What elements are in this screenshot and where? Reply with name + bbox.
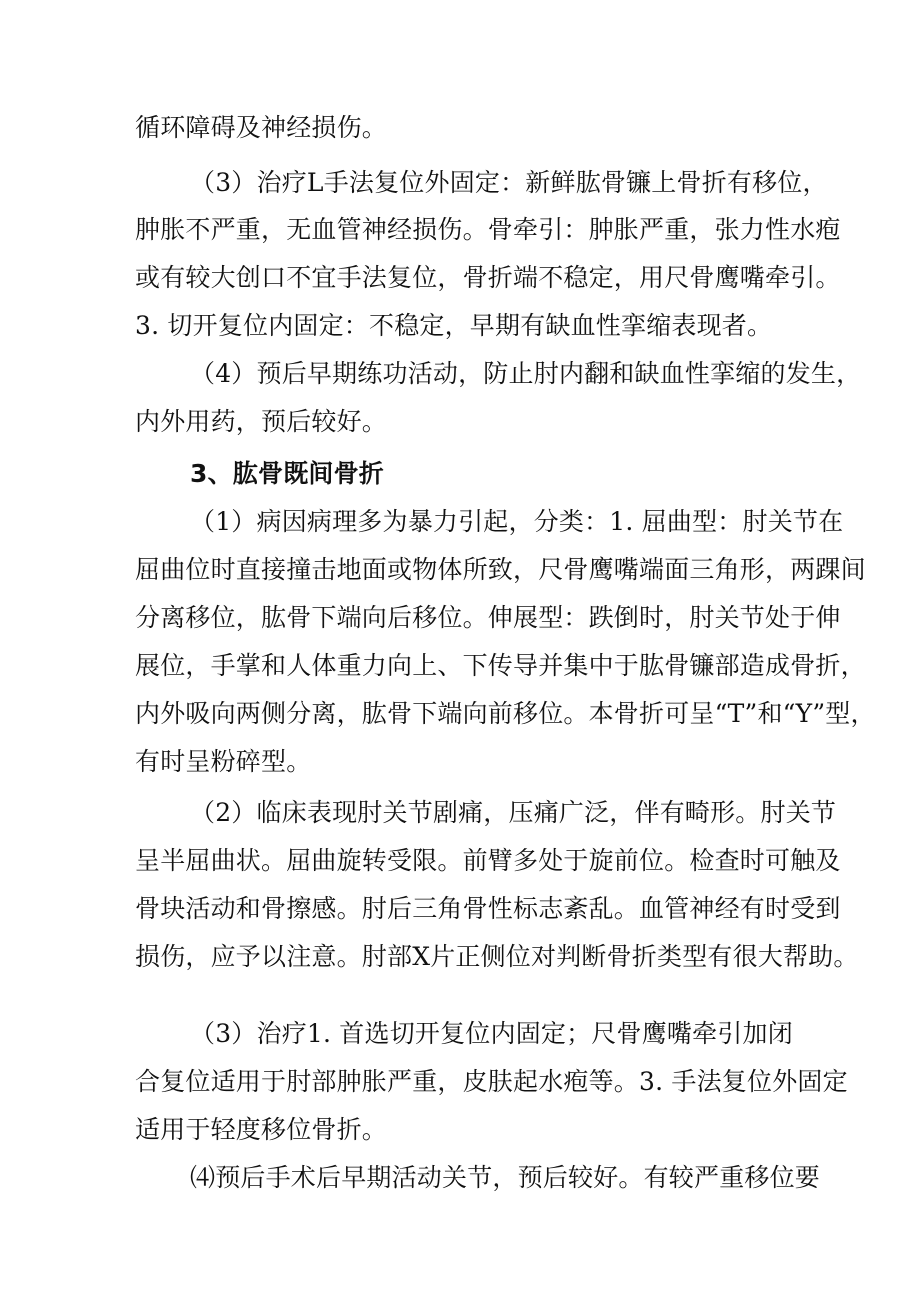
text-line: 屈曲位时直接撞击地面或物体所致，尺骨鹰嘴端面三角形，两踝间 — [135, 555, 866, 584]
text-line: 内外用药，预后较好。 — [135, 407, 388, 436]
text-line: 适用于轻度移位骨折。 — [135, 1115, 388, 1144]
text-line: 内外吸向两侧分离，肱骨下端向前移位。本骨折可呈“T”和“Y”型， — [135, 699, 876, 728]
text-line: 有时呈粉碎型。 — [135, 747, 312, 776]
text-line: 3. 切开复位内固定：不稳定，早期有缺血性挛缩表现者。 — [135, 311, 773, 340]
text-line: （2）临床表现肘关节剧痛，压痛广泛，伴有畸形。肘关节 — [190, 798, 837, 827]
text-line: （3）治疗1. 首选切开复位内固定；尺骨鹰嘴牵引加闭 — [190, 1019, 793, 1048]
text-line: 展位，手掌和人体重力向上、下传导并集中于肱骨镰部造成骨折， — [135, 651, 866, 680]
text-line: 呈半屈曲状。屈曲旋转受限。前臂多处于旋前位。检查时可触及 — [135, 846, 841, 875]
text-line: （3）治疗L手法复位外固定：新鲜肱骨镰上骨折有移位， — [190, 168, 828, 197]
text-line: （1）病因病理多为暴力引起，分类：1. 屈曲型：肘关节在 — [190, 507, 844, 536]
section-heading: 3、肱骨既间骨折 — [190, 459, 384, 488]
text-line: 或有较大创口不宜手法复位，骨折端不稳定，用尺骨鹰嘴牵引。 — [135, 263, 841, 292]
text-line: 循环障碍及神经损伤。 — [135, 113, 388, 142]
text-line: 损伤，应予以注意。肘部X片正侧位对判断骨折类型有很大帮助。 — [135, 942, 859, 971]
text-line: ⑷预后手术后早期活动关节，预后较好。有较严重移位要 — [190, 1163, 821, 1192]
text-line: （4）预后早期练功活动，防止肘内翻和缺血性挛缩的发生， — [190, 359, 862, 388]
text-line: 合复位适用于肘部肿胀严重，皮肤起水疱等。3. 手法复位外固定 — [135, 1067, 848, 1096]
text-line: 分离移位，肱骨下端向后移位。伸展型：跌倒时，肘关节处于伸 — [135, 603, 841, 632]
text-line: 骨块活动和骨擦感。肘后三角骨性标志紊乱。血管神经有时受到 — [135, 894, 841, 923]
text-line: 肿胀不严重，无血管神经损伤。骨牵引：肿胀严重，张力性水疱 — [135, 215, 841, 244]
